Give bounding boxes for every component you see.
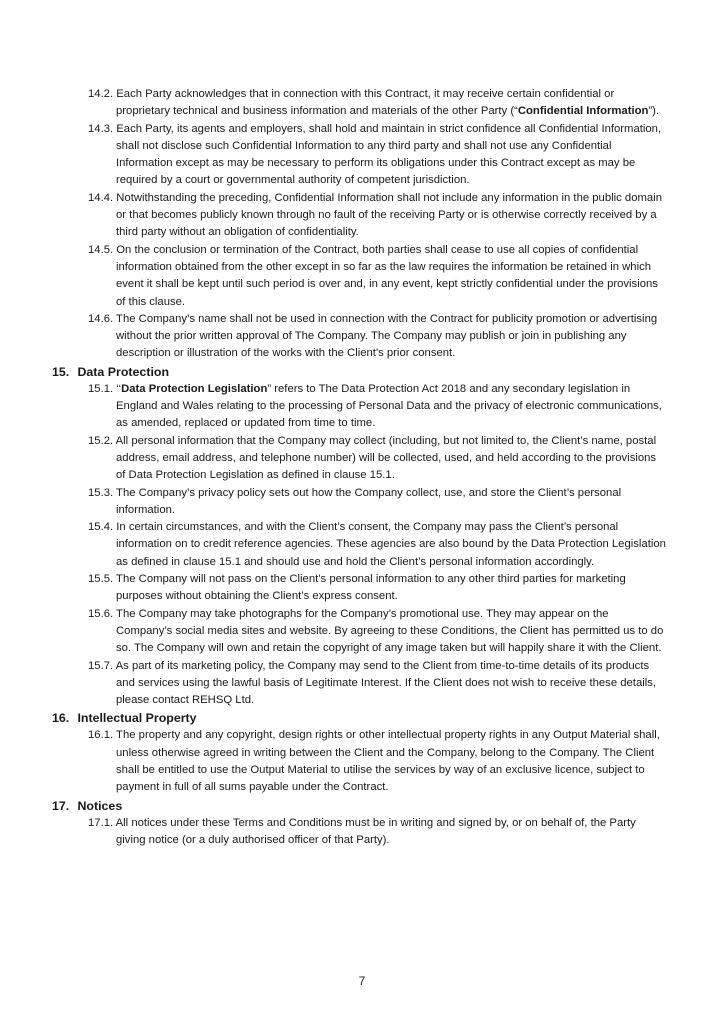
section-number: 15. bbox=[52, 364, 70, 379]
clause-15-5: 15.5. The Company will not pass on the Client’s personal information to any other third parties for marketing purposes without obtaining the Client’s express consent. bbox=[88, 573, 626, 603]
document-body bbox=[52, 86, 667, 849]
section-heading-intellectual-property bbox=[52, 709, 667, 727]
clause-14-2-text-end: ”). bbox=[648, 105, 660, 118]
clause-14-2 bbox=[52, 86, 667, 121]
defined-term-data-protection-legislation: Data Protection Legislation bbox=[121, 382, 268, 395]
section-heading-data-protection bbox=[52, 363, 667, 381]
clause-14-4: 14.4. Notwithstanding the preceding, Confidential Information shall not include any information in the public domain or that becomes publicly known through no fault of the receiving Party or is otherwise correctly received by a third party without an obligation of confidentiality. bbox=[88, 191, 662, 239]
clause-17-1: 17.1. All notices under these Terms and Conditions must be in writing and signed by, or on behalf of, the Party giving notice (or a duly authorised officer of that Party). bbox=[88, 816, 636, 846]
page-number: 7 bbox=[358, 974, 366, 988]
clause-15-3: 15.3. The Company’s privacy policy sets out how the Company collect, use, and store the Client’s personal information. bbox=[88, 486, 622, 516]
clause-14-3: 14.3. Each Party, its agents and employers, shall hold and maintain in strict confidence all Confidential Information, shall not disclose such Confidential Information to any third party and shall not use any Confidential Information except as may be necessary to perform its obligations under this Contract except as may be required by a court or governmental authority of competent jurisdiction. bbox=[88, 122, 662, 187]
section-title: Notices bbox=[77, 798, 123, 813]
defined-term-confidential-information: Confidential Information bbox=[517, 105, 649, 118]
clause-15-1-text-end: ” refers to The Data Protection Act 2018 and any secondary legislation in England and Wales relating to the processing of Personal Data and the privacy of electronic communications, as amended, replaced or updated from time to time. bbox=[116, 382, 662, 430]
clause-16-1: 16.1. The property and any copyright, design rights or other intellectual property rights in any Output Material shall, unless otherwise agreed in writing between the Client and the Company, belong to the Company. The Client shall be entitled to use the Output Material to utilise the services by way of an exclusive licence, subject to payment in full of all sums payable under the Contract. bbox=[88, 729, 660, 794]
clause-15-2: 15.2. All personal information that the Company may collect (including, but not limited to, the Client’s name, postal address, email address, and telephone number) will be collected, used, and held according to the provisions of Data Protection Legislation as defined in clause 15.1. bbox=[88, 434, 657, 482]
section-heading-notices bbox=[52, 797, 667, 815]
section-title: Data Protection bbox=[77, 364, 170, 379]
clause-15-6: 15.6. The Company may take photographs for the Company’s promotional use. They may appear on the Company’s social media sites and website. By agreeing to these Conditions, the Client has permitted us to do so. The Company will own and retain the copyright of any image taken but will happily share it with the Client. bbox=[88, 607, 664, 655]
clause-15-4: 15.4. In certain circumstances, and with the Client’s consent, the Company may pass the Client’s personal information on to credit reference agencies. These agencies are also bound by the Data Protection Legislation as defined in clause 15.1 and should use and hold the Client’s personal information accordingly. bbox=[88, 521, 666, 568]
section-title: Intellectual Property bbox=[77, 711, 197, 726]
clause-14-2-text: 14.2. Each Party acknowledges that in connection with this Contract, it may receive certain confidential or proprietary technical and business information and materials of the other Party (“ bbox=[88, 88, 615, 118]
clause-15-1-text: 15.1. ‘‘ bbox=[88, 382, 122, 395]
clause-15-7: 15.7. As part of its marketing policy, the Company may send to the Client from time-to-time details of its products and services using the lawful basis of Legitimate Interest. If the Client does not wish to receive these details, please contact REHSQ Ltd. bbox=[88, 659, 657, 707]
section-number: 17. bbox=[52, 798, 70, 813]
clause-14-5: 14.5. On the conclusion or termination of the Contract, both parties shall cease to use all copies of confidential information obtained from the other except in so far as the law requires the information be retained in which event it shall be kept until such period is over and, in any event, kept strictly confidential under the provisions of this clause. bbox=[88, 243, 658, 308]
clause-14-6: 14.6. The Company’s name shall not be used in connection with the Contract for publicity promotion or advertising without the prior written approval of The Company. The Company may publish or join in publishing any description or illustration of the works with the Client's prior consent. bbox=[88, 312, 658, 360]
clause-15-1 bbox=[52, 381, 667, 433]
section-number: 16. bbox=[52, 711, 70, 726]
